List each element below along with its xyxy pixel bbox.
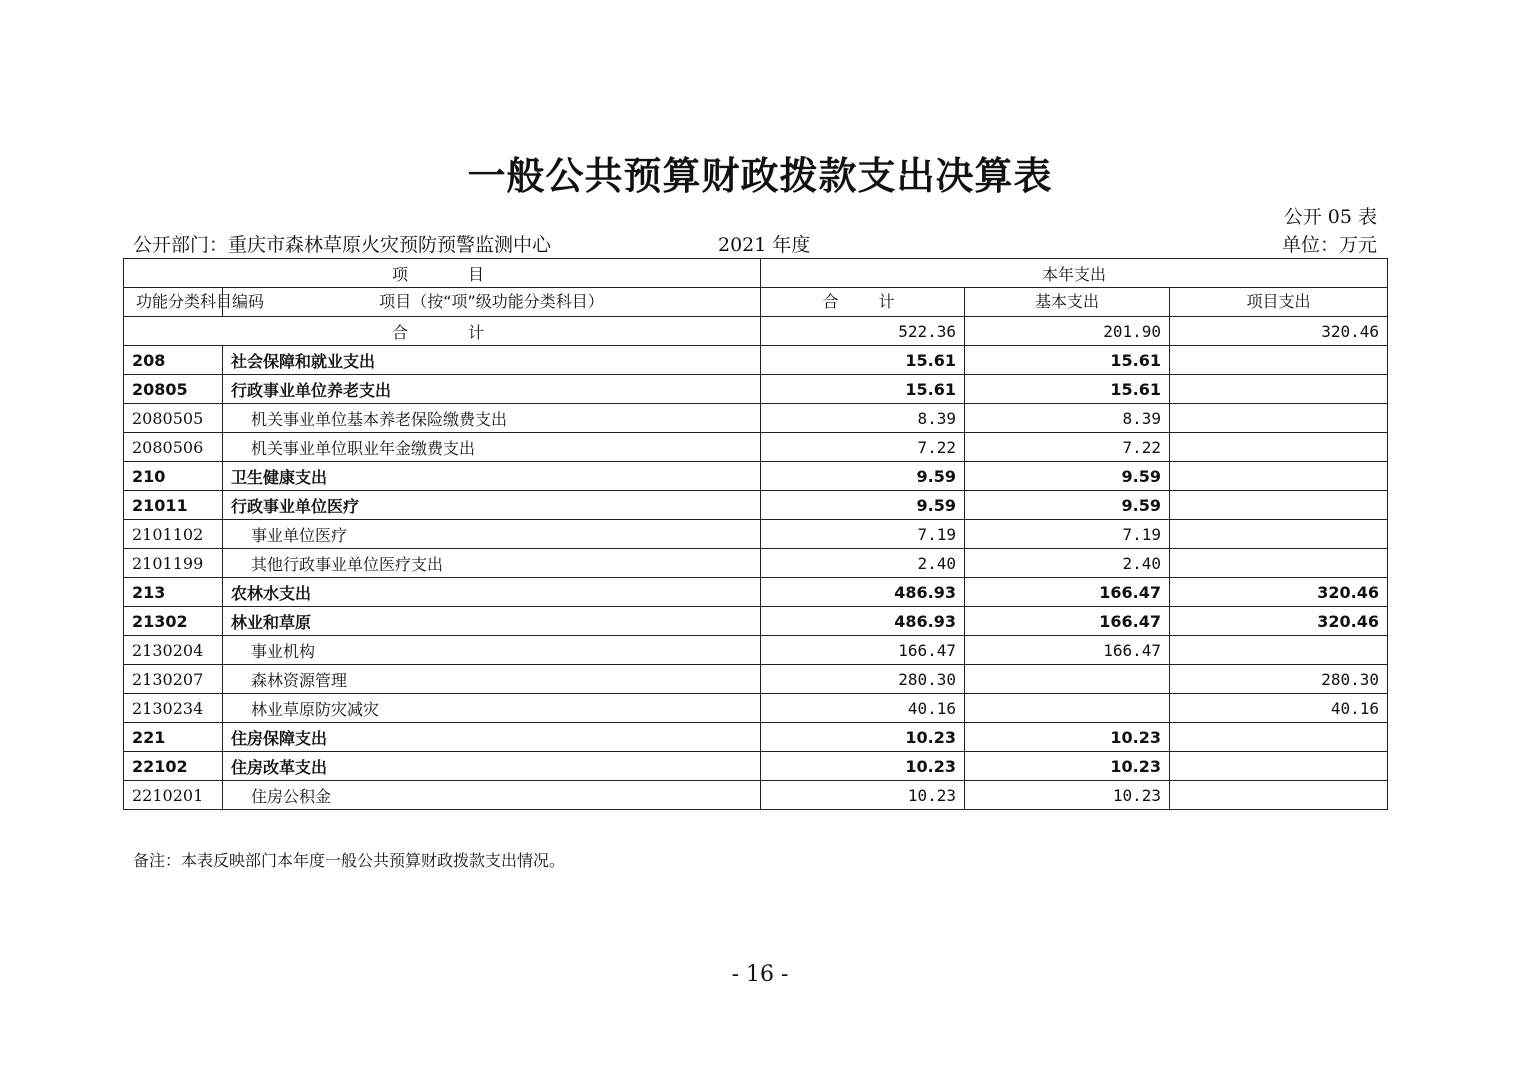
table-row bbox=[124, 375, 1388, 404]
row-basic: 8.39 bbox=[965, 404, 1170, 433]
row-name: 机关事业单位职业年金缴费支出 bbox=[223, 433, 761, 462]
table-row bbox=[124, 694, 1388, 723]
footnote: 备注：本表反映部门本年度一般公共预算财政拨款支出情况。 bbox=[133, 851, 566, 870]
row-basic: 166.47 bbox=[965, 607, 1170, 636]
row-project bbox=[1170, 433, 1388, 462]
total-sum: 522.36 bbox=[761, 317, 965, 346]
row-code: 2130234 bbox=[124, 694, 223, 723]
row-project: 280.30 bbox=[1170, 665, 1388, 694]
row-total: 280.30 bbox=[761, 665, 965, 694]
row-total: 7.22 bbox=[761, 433, 965, 462]
header-project: 项目支出 bbox=[1170, 288, 1388, 317]
row-name: 行政事业单位养老支出 bbox=[223, 375, 761, 404]
row-total: 166.47 bbox=[761, 636, 965, 665]
row-name: 事业单位医疗 bbox=[223, 520, 761, 549]
header-code: 功能分类科目编码 bbox=[124, 288, 223, 317]
row-total: 486.93 bbox=[761, 578, 965, 607]
row-total: 15.61 bbox=[761, 375, 965, 404]
row-total: 9.59 bbox=[761, 491, 965, 520]
row-code: 21011 bbox=[124, 491, 223, 520]
table-row bbox=[124, 665, 1388, 694]
row-project bbox=[1170, 462, 1388, 491]
header-spend-group: 本年支出 bbox=[761, 259, 1388, 288]
row-code: 2080506 bbox=[124, 433, 223, 462]
row-name: 机关事业单位基本养老保险缴费支出 bbox=[223, 404, 761, 433]
row-total: 486.93 bbox=[761, 607, 965, 636]
form-number: 公开 05 表 bbox=[1283, 206, 1377, 228]
row-basic: 2.40 bbox=[965, 549, 1170, 578]
row-basic bbox=[965, 665, 1170, 694]
row-basic: 166.47 bbox=[965, 578, 1170, 607]
row-name: 卫生健康支出 bbox=[223, 462, 761, 491]
total-row bbox=[124, 317, 1388, 346]
header-basic: 基本支出 bbox=[965, 288, 1170, 317]
table-body bbox=[124, 317, 1388, 810]
row-project bbox=[1170, 723, 1388, 752]
row-total: 9.59 bbox=[761, 462, 965, 491]
table-row bbox=[124, 462, 1388, 491]
row-basic: 9.59 bbox=[965, 462, 1170, 491]
row-code: 2130207 bbox=[124, 665, 223, 694]
row-code: 221 bbox=[124, 723, 223, 752]
row-total: 8.39 bbox=[761, 404, 965, 433]
row-project bbox=[1170, 752, 1388, 781]
row-code: 2101199 bbox=[124, 549, 223, 578]
row-project: 320.46 bbox=[1170, 607, 1388, 636]
total-project: 320.46 bbox=[1170, 317, 1388, 346]
header-total: 合计 bbox=[761, 288, 965, 317]
table-row bbox=[124, 549, 1388, 578]
row-code: 208 bbox=[124, 346, 223, 375]
row-name: 住房保障支出 bbox=[223, 723, 761, 752]
table-row bbox=[124, 578, 1388, 607]
row-name: 事业机构 bbox=[223, 636, 761, 665]
row-total: 15.61 bbox=[761, 346, 965, 375]
table-row bbox=[124, 433, 1388, 462]
row-total: 10.23 bbox=[761, 752, 965, 781]
row-name: 住房公积金 bbox=[223, 781, 761, 810]
row-basic: 10.23 bbox=[965, 752, 1170, 781]
row-name: 其他行政事业单位医疗支出 bbox=[223, 549, 761, 578]
row-project bbox=[1170, 636, 1388, 665]
table-row bbox=[124, 607, 1388, 636]
row-project bbox=[1170, 781, 1388, 810]
row-project bbox=[1170, 375, 1388, 404]
row-basic: 10.23 bbox=[965, 723, 1170, 752]
row-total: 10.23 bbox=[761, 781, 965, 810]
department-label: 公开部门：重庆市森林草原火灾预防预警监测中心 bbox=[133, 234, 552, 256]
page-number: - 16 - bbox=[731, 962, 789, 987]
table-row bbox=[124, 346, 1388, 375]
row-project bbox=[1170, 404, 1388, 433]
row-basic bbox=[965, 694, 1170, 723]
row-basic: 15.61 bbox=[965, 346, 1170, 375]
fiscal-year: 2021 年度 bbox=[718, 234, 811, 256]
row-project: 320.46 bbox=[1170, 578, 1388, 607]
row-name: 行政事业单位医疗 bbox=[223, 491, 761, 520]
row-basic: 7.19 bbox=[965, 520, 1170, 549]
row-total: 2.40 bbox=[761, 549, 965, 578]
table-row bbox=[124, 404, 1388, 433]
meta-row bbox=[133, 230, 1377, 256]
row-project bbox=[1170, 491, 1388, 520]
row-basic: 9.59 bbox=[965, 491, 1170, 520]
total-label: 合计 bbox=[124, 317, 761, 346]
row-code: 2210201 bbox=[124, 781, 223, 810]
row-total: 40.16 bbox=[761, 694, 965, 723]
row-name: 社会保障和就业支出 bbox=[223, 346, 761, 375]
row-basic: 15.61 bbox=[965, 375, 1170, 404]
table-row bbox=[124, 636, 1388, 665]
row-code: 2101102 bbox=[124, 520, 223, 549]
table-row bbox=[124, 781, 1388, 810]
row-code: 213 bbox=[124, 578, 223, 607]
row-project bbox=[1170, 520, 1388, 549]
page-title: 一般公共预算财政拨款支出决算表 bbox=[467, 154, 1053, 198]
unit-label: 单位：万元 bbox=[1281, 234, 1377, 256]
row-project bbox=[1170, 549, 1388, 578]
header-name: 项目（按“项”级功能分类科目） bbox=[223, 288, 761, 317]
table-row bbox=[124, 752, 1388, 781]
row-name: 农林水支出 bbox=[223, 578, 761, 607]
row-code: 2080505 bbox=[124, 404, 223, 433]
row-name: 住房改革支出 bbox=[223, 752, 761, 781]
row-basic: 7.22 bbox=[965, 433, 1170, 462]
table-row bbox=[124, 491, 1388, 520]
row-name: 林业草原防灾减灾 bbox=[223, 694, 761, 723]
row-code: 210 bbox=[124, 462, 223, 491]
row-total: 10.23 bbox=[761, 723, 965, 752]
row-project bbox=[1170, 346, 1388, 375]
row-project: 40.16 bbox=[1170, 694, 1388, 723]
row-code: 2130204 bbox=[124, 636, 223, 665]
expenditure-table bbox=[123, 258, 1388, 810]
row-basic: 10.23 bbox=[965, 781, 1170, 810]
row-code: 22102 bbox=[124, 752, 223, 781]
header-item-group: 项目 bbox=[124, 259, 761, 288]
row-name: 林业和草原 bbox=[223, 607, 761, 636]
table-row bbox=[124, 723, 1388, 752]
row-code: 21302 bbox=[124, 607, 223, 636]
row-basic: 166.47 bbox=[965, 636, 1170, 665]
row-total: 7.19 bbox=[761, 520, 965, 549]
table-row bbox=[124, 520, 1388, 549]
row-code: 20805 bbox=[124, 375, 223, 404]
total-basic: 201.90 bbox=[965, 317, 1170, 346]
row-name: 森林资源管理 bbox=[223, 665, 761, 694]
